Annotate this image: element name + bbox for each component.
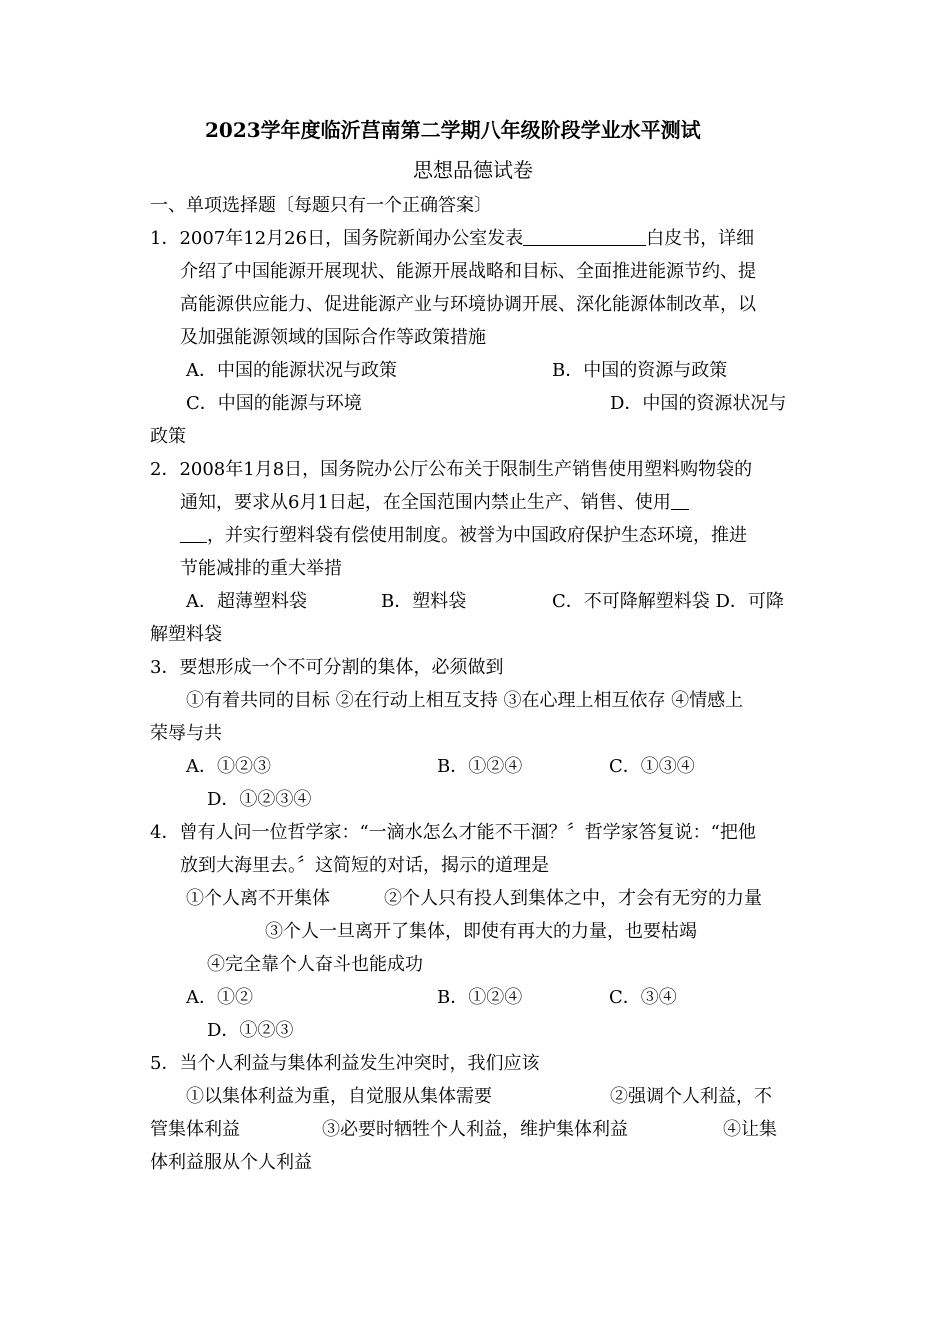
answer-blank-continued <box>180 524 207 543</box>
page-subtitle: 思想品德试卷 <box>413 158 533 182</box>
section-heading: 一、单项选择题〔每题只有一个正确答案〕 <box>150 195 492 216</box>
q1-option-d: D．中国的资源状况与 <box>610 393 787 414</box>
question-4-line-1: 4．曾有人问一位哲学家：“一滴水怎么才能不干涸？〞哲学家答复说：“把他 <box>150 822 756 843</box>
q4-statement-2: ②个人只有投人到集体之中，才会有无穷的力量 <box>384 888 762 909</box>
q5-statement-2: ②强调个人利益，不 <box>610 1086 772 1107</box>
page-title: 2023学年度临沂莒南第二学期八年级阶段学业水平测试 <box>205 118 701 142</box>
question-3-line-2: ①有着共同的目标 ②在行动上相互支持 ③在心理上相互依存 ④情感上 <box>186 690 744 711</box>
q4-option-d: D．①②③ <box>207 1020 294 1041</box>
question-1-line-4: 及加强能源领域的国际合作等政策措施 <box>180 327 486 348</box>
q5-statement-4: ④让集 <box>723 1119 777 1140</box>
question-5-line-1: 5．当个人利益与集体利益发生冲突时，我们应该 <box>150 1053 540 1074</box>
q1-text-before-blank: 1．2007年12月26日，国务院新闻办公室发表 <box>150 228 524 249</box>
question-2-line-3 <box>180 523 747 549</box>
q4-statement-3: ③个人一旦离开了集体，即使有再大的力量，也要枯竭 <box>265 921 697 942</box>
q2-text-before-blank: 通知，要求从6月1日起，在全国范围内禁止生产、销售、使用 <box>180 492 671 513</box>
question-1-line-1 <box>150 226 754 252</box>
answer-blank <box>523 227 646 246</box>
q4-statement-1: ①个人离不开集体 <box>186 888 330 909</box>
answer-blank <box>671 491 689 510</box>
question-1-line-3: 高能源供应能力、促进能源产业与环境协调开展、深化能源体制改革，以 <box>180 294 756 315</box>
question-2-line-2 <box>180 490 689 516</box>
question-1-line-2: 介绍了中国能源开展现状、能源开展战略和目标、全面推进能源节约、提 <box>180 261 756 282</box>
q4-statement-4: ④完全靠个人奋斗也能成功 <box>207 954 423 975</box>
q1-text-after-blank: 白皮书，详细 <box>646 228 755 249</box>
q5-statement-4-continued: 体利益服从个人利益 <box>150 1152 312 1173</box>
question-3-line-1: 3．要想形成一个不可分割的集体，必须做到 <box>150 657 504 678</box>
q4-option-b: B．①②④ <box>437 987 523 1008</box>
q3-option-b: B．①②④ <box>437 756 523 777</box>
q3-option-d: D．①②③④ <box>207 789 312 810</box>
q1-option-b: B．中国的资源与政策 <box>552 360 728 381</box>
question-3-line-3: 荣辱与共 <box>150 723 222 744</box>
question-4-line-2: 放到大海里去。〞这简短的对话，揭示的道理是 <box>180 855 549 876</box>
q2-text-after-blank: ，并实行塑料袋有偿使用制度。被誉为中国政府保护生态环境，推进 <box>207 525 747 546</box>
q4-option-c: C．③④ <box>609 987 677 1008</box>
q1-option-a: A．中国的能源状况与政策 <box>186 360 397 381</box>
q4-option-a: A．①② <box>186 987 253 1008</box>
q5-statement-2-continued: 管集体利益 <box>150 1119 240 1140</box>
q1-option-d-continued: 政策 <box>150 426 186 447</box>
q2-option-c-d: C．不可降解塑料袋 D．可降 <box>552 591 784 612</box>
q3-option-a: A．①②③ <box>186 756 271 777</box>
q2-option-b: B．塑料袋 <box>381 591 467 612</box>
q2-option-d-continued: 解塑料袋 <box>150 624 222 645</box>
question-2-line-1: 2．2008年1月8日，国务院办公厅公布关于限制生产销售使用塑料购物袋的 <box>150 459 753 480</box>
q2-option-a: A．超薄塑料袋 <box>186 591 307 612</box>
question-2-line-4: 节能减排的重大举措 <box>180 558 342 579</box>
q3-option-c: C．①③④ <box>609 756 695 777</box>
q1-option-c: C．中国的能源与环境 <box>186 393 362 414</box>
q5-statement-1: ①以集体利益为重，自觉服从集体需要 <box>186 1086 492 1107</box>
q5-statement-3: ③必要时牺牲个人利益，维护集体利益 <box>322 1119 628 1140</box>
